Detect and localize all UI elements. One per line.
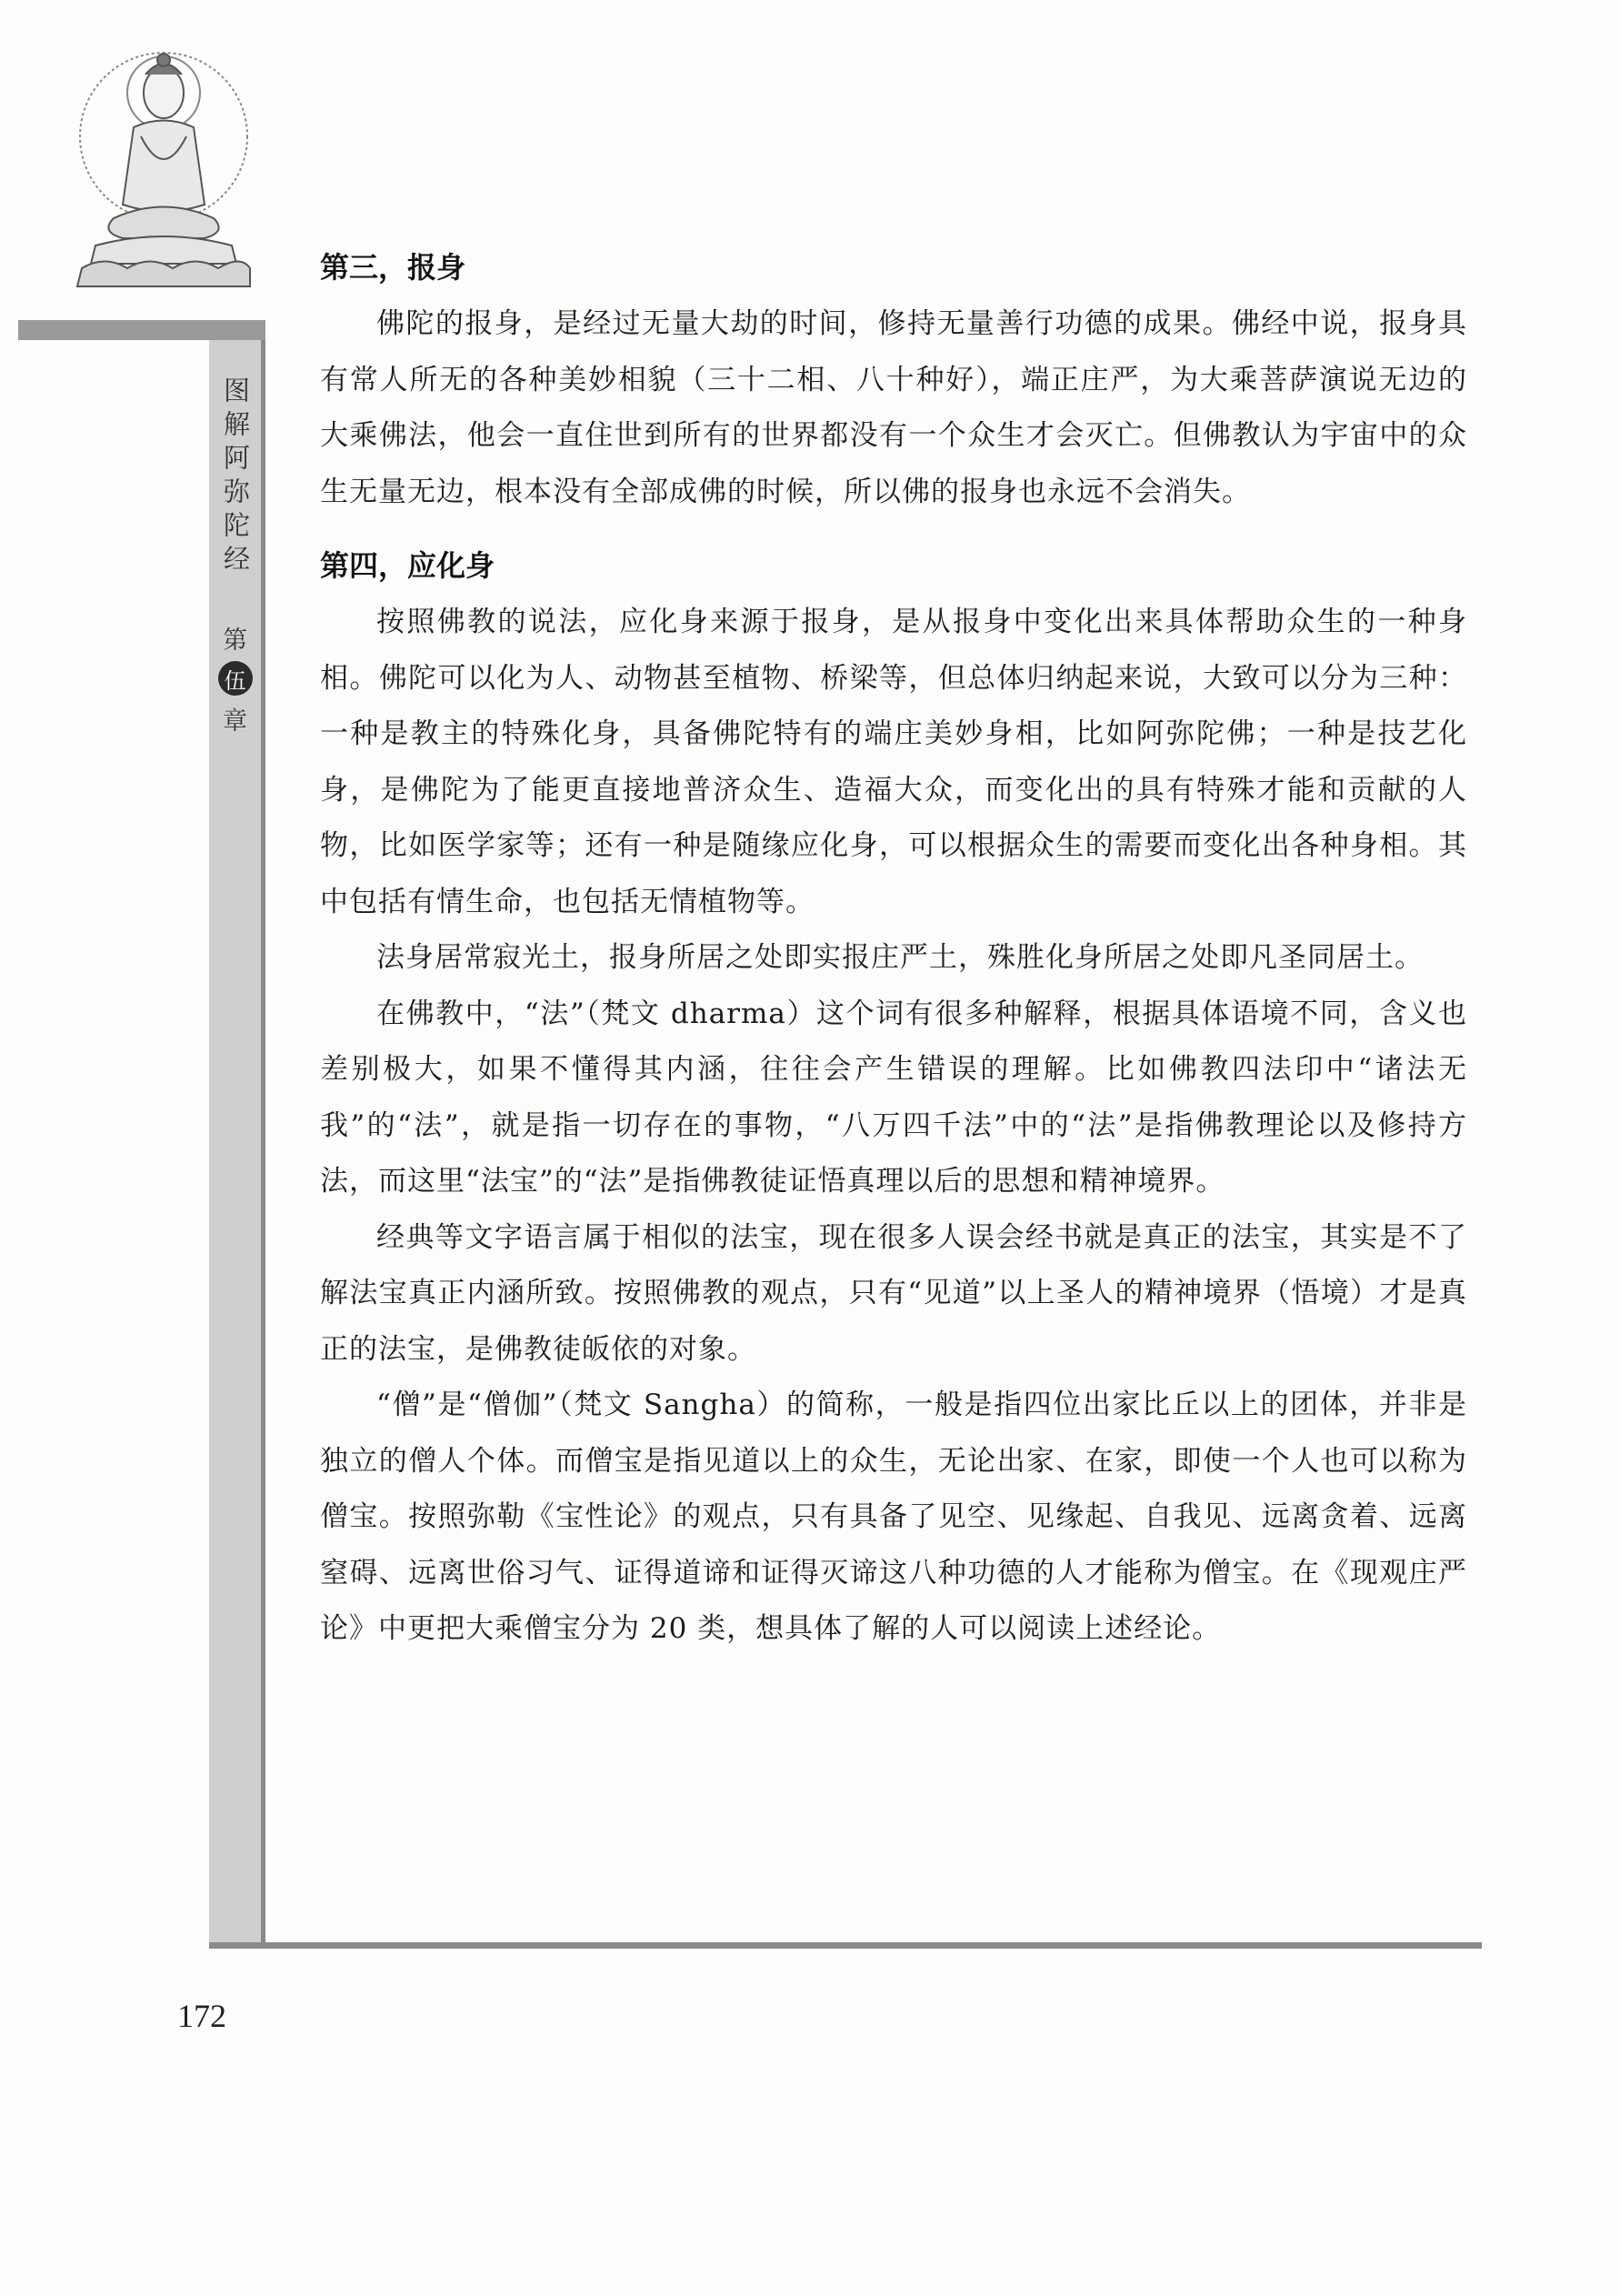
chapter-prefix: 第 (223, 627, 247, 655)
paragraph: 法身居常寂光土，报身所居之处即实报庄严土，殊胜化身所居之处即凡圣同居土。 (376, 941, 1424, 974)
chapter-sidebar (209, 340, 265, 1948)
book-title: 图解阿弥陀经 (220, 376, 251, 578)
chapter-marker (209, 620, 261, 737)
buddha-illustration (50, 36, 277, 300)
page-number: 172 (177, 1998, 226, 2034)
paragraph: 按照佛教的说法，应化身来源于报身，是从报身中变化出来具体帮助众生的一种身相。佛陀可以化为人、动物甚至植物、桥梁等，但总体归纳起来说，大致可以分为三种：一种是教主的特殊化身，具备佛陀特有的端庄美妙身相，比如阿弥陀佛；一种是技艺化身，是佛陀为了能更直接地普济众生、造福大众，而变化出的具有特殊才能和贡献的人物，比如医学家等；还有一种是随缘应化身，可以根据众生的需要而变化出各种身相。其中包括有情生命，也包括无情植物等。 (320, 606, 1467, 918)
chapter-number-badge: 伍 (218, 661, 253, 696)
paragraph: 佛陀的报身，是经过无量大劫的时间，修持无量善行功德的成果。佛经中说，报身具有常人所无的各种美妙相貌（三十二相、八十种好），端正庄严，为大乘菩萨演说无边的大乘佛法，他会一直住世到所有的世界都没有一个众生才会灭亡。但佛教认为宇宙中的众生无量无边，根本没有全部成佛的时候，所以佛的报身也永远不会消失。 (320, 307, 1467, 508)
page-content (320, 238, 1467, 1658)
paragraph: 经典等文字语言属于相似的法宝，现在很多人误会经书就是真正的法宝，其实是不了解法宝真正内涵所致。按照佛教的观点，只有“见道”以上圣人的精神境界（悟境）才是真正的法宝，是佛教徒皈依的对象。 (320, 1220, 1467, 1366)
section-heading: 第四，应化身 (320, 548, 495, 583)
paragraph: 在佛教中，“法”（梵文 dharma）这个词有很多种解释，根据具体语境不同，含义也差别极大，如果不懂得其内涵，往往会产生错误的理解。比如佛教四法印中“诸法无我”的“法”，就是指一切存在的事物，“八万四千法”中的“法”是指佛教理论以及修持方法，而这里“法宝”的“法”是指佛教徒证悟真理以后的思想和精神境界。 (320, 997, 1467, 1198)
footer-rule (209, 1942, 1482, 1949)
section-heading: 第三，报身 (320, 250, 466, 285)
header-rule (18, 320, 265, 340)
chapter-suffix: 章 (223, 707, 247, 736)
paragraph: “僧”是“僧伽”（梵文 Sangha）的简称，一般是指四位出家比丘以上的团体，并非是独立的僧人个体。而僧宝是指见道以上的众生，无论出家、在家，即使一个人也可以称为僧宝。按照弥勒《宝性论》的观点，只有具备了见空、见缘起、自我见、远离贪着、远离窒碍、远离世俗习气、证得道谛和证得灭谛这八种功德的人才能称为僧宝。在《现观庄严论》中更把大乘僧宝分为 20 类，想具体了解的人可以阅读上述经论。 (320, 1389, 1467, 1645)
